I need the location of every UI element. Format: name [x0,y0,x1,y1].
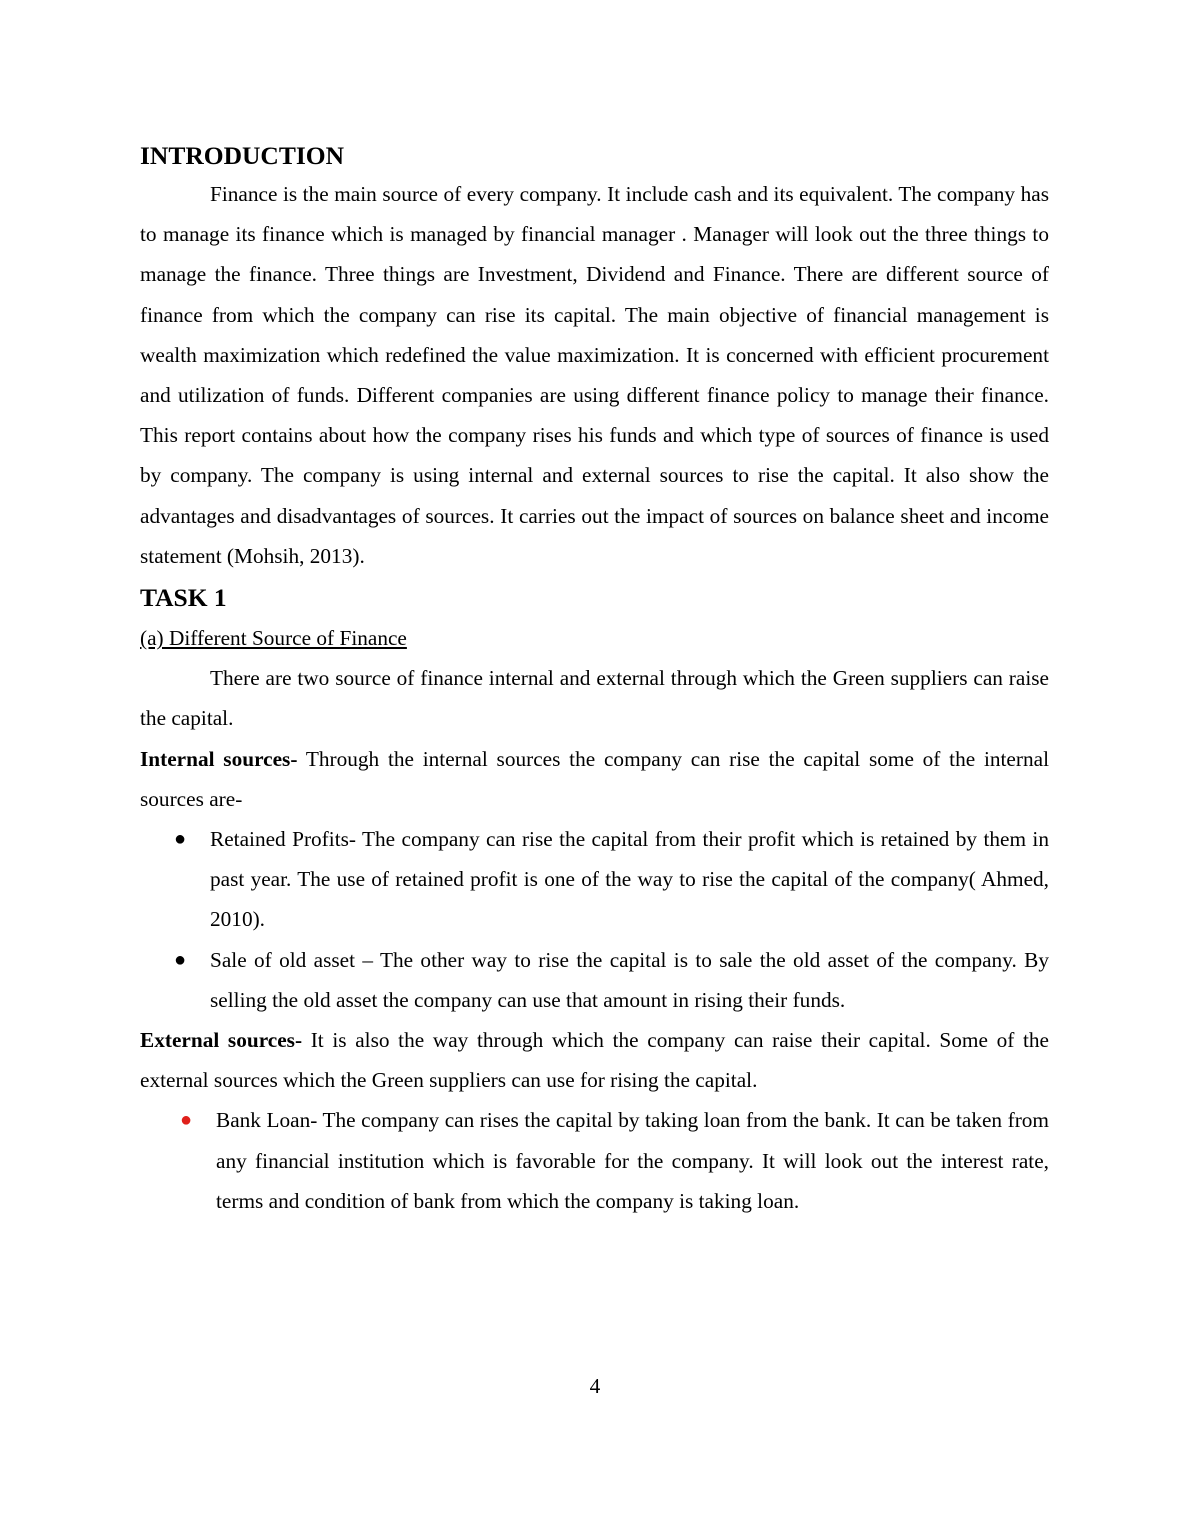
bullet-icon: ● [174,828,187,851]
list-item [140,1100,1049,1221]
red-bullet-icon: ● [180,1109,193,1132]
task1-heading: TASK 1 [140,583,227,613]
page-number: 4 [589,1374,601,1398]
list-item-text: Retained Profits- The company can rise the capital from their profit which is retained by them in past year. The use of retained profit is one of the way to rise the capital of the company( Ahmed, 2010). [210,827,1049,932]
task1-intro-paragraph: There are two source of finance internal and external through which the Green suppliers can raise the capital. [140,666,1049,731]
task1-subheading: (a) Different Source of Finance [140,626,407,651]
list-item-text: Bank Loan- The company can rises the capital by taking loan from the bank. It can be taken from any financial institution which is favorable for the company. It will look out the interest rate, terms and condition of bank from which the company is taking loan. [216,1108,1049,1213]
internal-sources-list [140,819,1049,1020]
list-item [140,819,1049,940]
internal-sources-paragraph [140,739,1049,819]
list-item [140,940,1049,1020]
introduction-heading: INTRODUCTION [140,141,345,170]
external-sources-term: External sources- [140,1028,303,1053]
bullet-icon: ● [174,948,187,971]
external-sources-paragraph [140,1020,1049,1100]
page-content [140,140,1049,1221]
external-sources-text: It is also the way through which the company can raise their capital. Some of the external sources which the Green suppliers can use for rising the capital. [140,1028,1049,1093]
internal-sources-text: Through the internal sources the company can rise the capital some of the internal sources are- [140,746,1049,811]
list-item-text: Sale of old asset – The other way to rise the capital is to sale the old asset of the company. By selling the old asset the company can use that amount in rising their funds. [210,947,1049,1012]
internal-sources-term: Internal sources- [140,746,298,771]
external-sources-list [140,1100,1049,1221]
introduction-paragraph: Finance is the main source of every company. It include cash and its equivalent. The company has to manage its finance which is managed by financial manager . Manager will look out the three things to manage the finance. Three things are Investment, Dividend and Finance. There are different source of finance from which the company can rise its capital. The main objective of financial management is wealth maximization which redefined the value maximization. It is concerned with efficient procurement and utilization of funds. Different companies are using different finance policy to manage their finance. This report contains about how the company rises his funds and which type of sources of finance is used by company. The company is using internal and external sources to rise the capital. It also show the advantages and disadvantages of sources. It carries out the impact of sources on balance sheet and income statement (Mohsih, 2013). [140,182,1049,568]
